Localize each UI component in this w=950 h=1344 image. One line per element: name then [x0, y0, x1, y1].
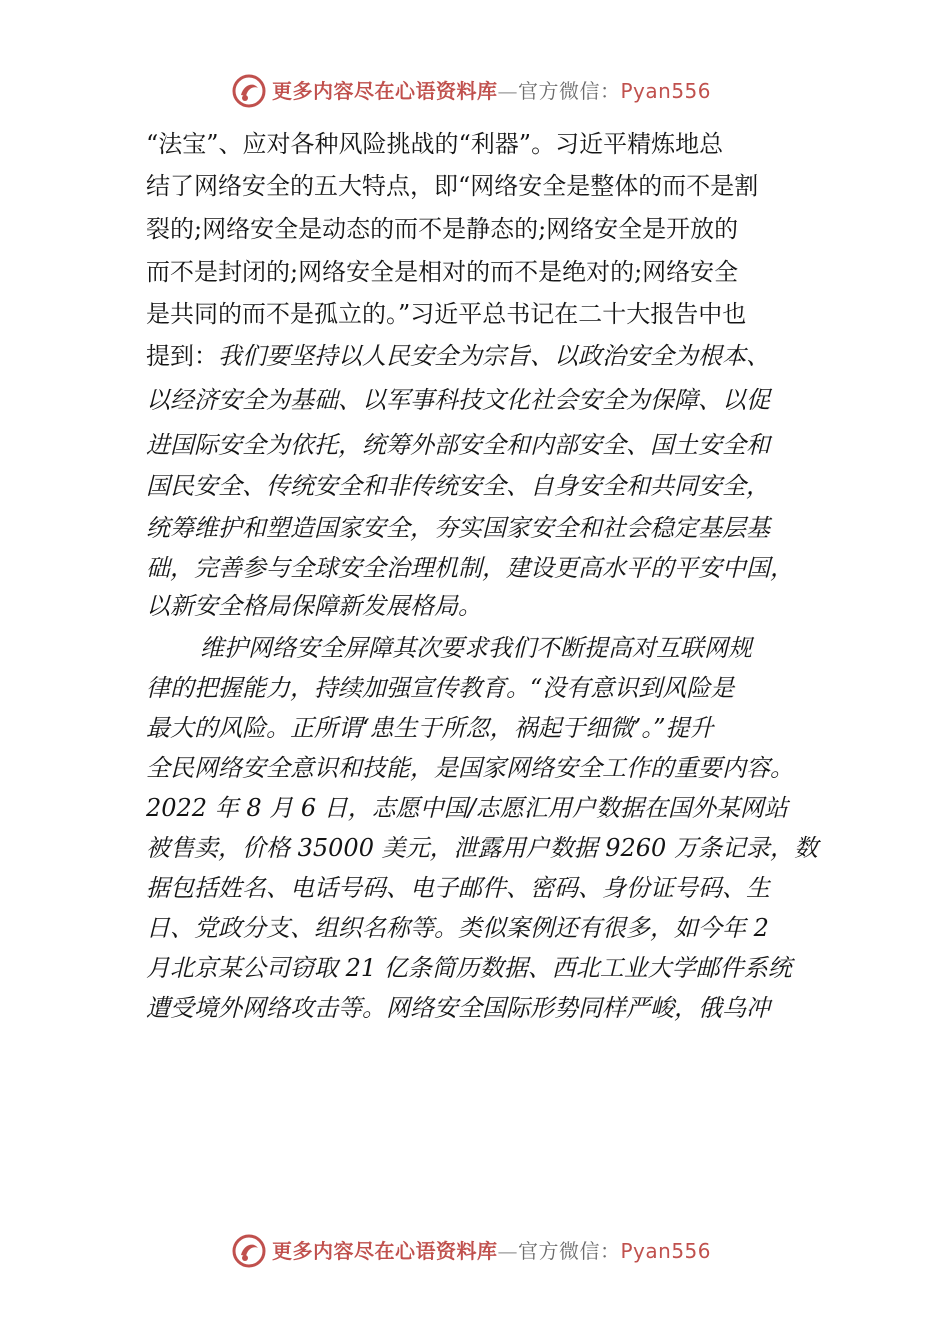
- paragraph-start-line: 维护网络安全屏障其次要求我们不断提高对互联网规: [200, 634, 752, 662]
- text-line: 月北京某公司窃取 21 亿条简历数据、西北工业大学邮件系统: [146, 954, 792, 982]
- text-line: 结了网络安全的五大特点，即“网络安全是整体的而不是割: [146, 172, 759, 200]
- quote-segment: 我们要坚持以人民安全为宗旨、以政治安全为根本、: [218, 342, 770, 370]
- quote-line: 统筹维护和塑造国家安全，夯实国家安全和社会稳定基层基: [146, 514, 770, 542]
- banner-wechat-id: Pyan556: [620, 1239, 712, 1263]
- text-line: 最大的风险。正所谓‘患生于所忽，祸起于细微’。”提升: [146, 714, 714, 742]
- text-line: 而不是封闭的;网络安全是相对的而不是绝对的;网络安全: [146, 258, 739, 286]
- banner-wechat-label: 官方微信：: [518, 1239, 621, 1263]
- text-line: 2022 年 8 月 6 日，志愿中国/志愿汇用户数据在国外某网站: [146, 794, 788, 822]
- quote-line: 进国际安全为依托，统筹外部安全和内部安全、国土安全和: [146, 431, 770, 459]
- logo-icon: [232, 1234, 266, 1268]
- banner-title: 更多内容尽在心语资料库: [272, 1239, 498, 1263]
- banner-title: 更多内容尽在心语资料库: [272, 79, 498, 103]
- text-line: 被售卖，价格 35000 美元，泄露用户数据 9260 万条记录，数: [146, 834, 818, 862]
- banner-text: [272, 1238, 711, 1264]
- text-segment: 提到：: [146, 342, 218, 370]
- header-banner: [0, 72, 950, 112]
- text-line: 全民网络安全意识和技能，是国家网络安全工作的重要内容。: [146, 754, 794, 782]
- logo-icon: [232, 74, 266, 108]
- banner-wechat-id: Pyan556: [620, 79, 712, 103]
- banner-dash: —: [497, 79, 518, 103]
- banner-dash: —: [497, 1239, 518, 1263]
- text-line: 据包括姓名、电话号码、电子邮件、密码、身份证号码、生: [146, 874, 770, 902]
- quote-line: 国民安全、传统安全和非传统安全、自身安全和共同安全，: [146, 472, 770, 500]
- text-line: 日、党政分支、组织名称等。类似案例还有很多，如今年 2: [146, 914, 769, 942]
- footer-banner: [0, 1232, 950, 1272]
- text-line: [146, 340, 770, 372]
- quote-line: 础，完善参与全球安全治理机制，建设更高水平的平安中国，: [146, 554, 794, 582]
- quote-line: 以经济安全为基础、以军事科技文化社会安全为保障、以促: [146, 386, 770, 414]
- banner-text: [272, 78, 711, 104]
- banner-wechat-label: 官方微信：: [518, 79, 621, 103]
- text-line: “法宝”、应对各种风险挑战的“利器”。习近平精炼地总: [146, 130, 724, 158]
- text-line: 律的把握能力，持续加强宣传教育。“没有意识到风险是: [146, 674, 735, 702]
- text-line: 遭受境外网络攻击等。网络安全国际形势同样严峻，俄乌冲: [146, 994, 770, 1022]
- text-line: 是共同的而不是孤立的。”习近平总书记在二十大报告中也: [146, 300, 747, 328]
- quote-line: 以新安全格局保障新发展格局。: [146, 592, 482, 620]
- text-line: 裂的;网络安全是动态的而不是静态的;网络安全是开放的: [146, 215, 739, 243]
